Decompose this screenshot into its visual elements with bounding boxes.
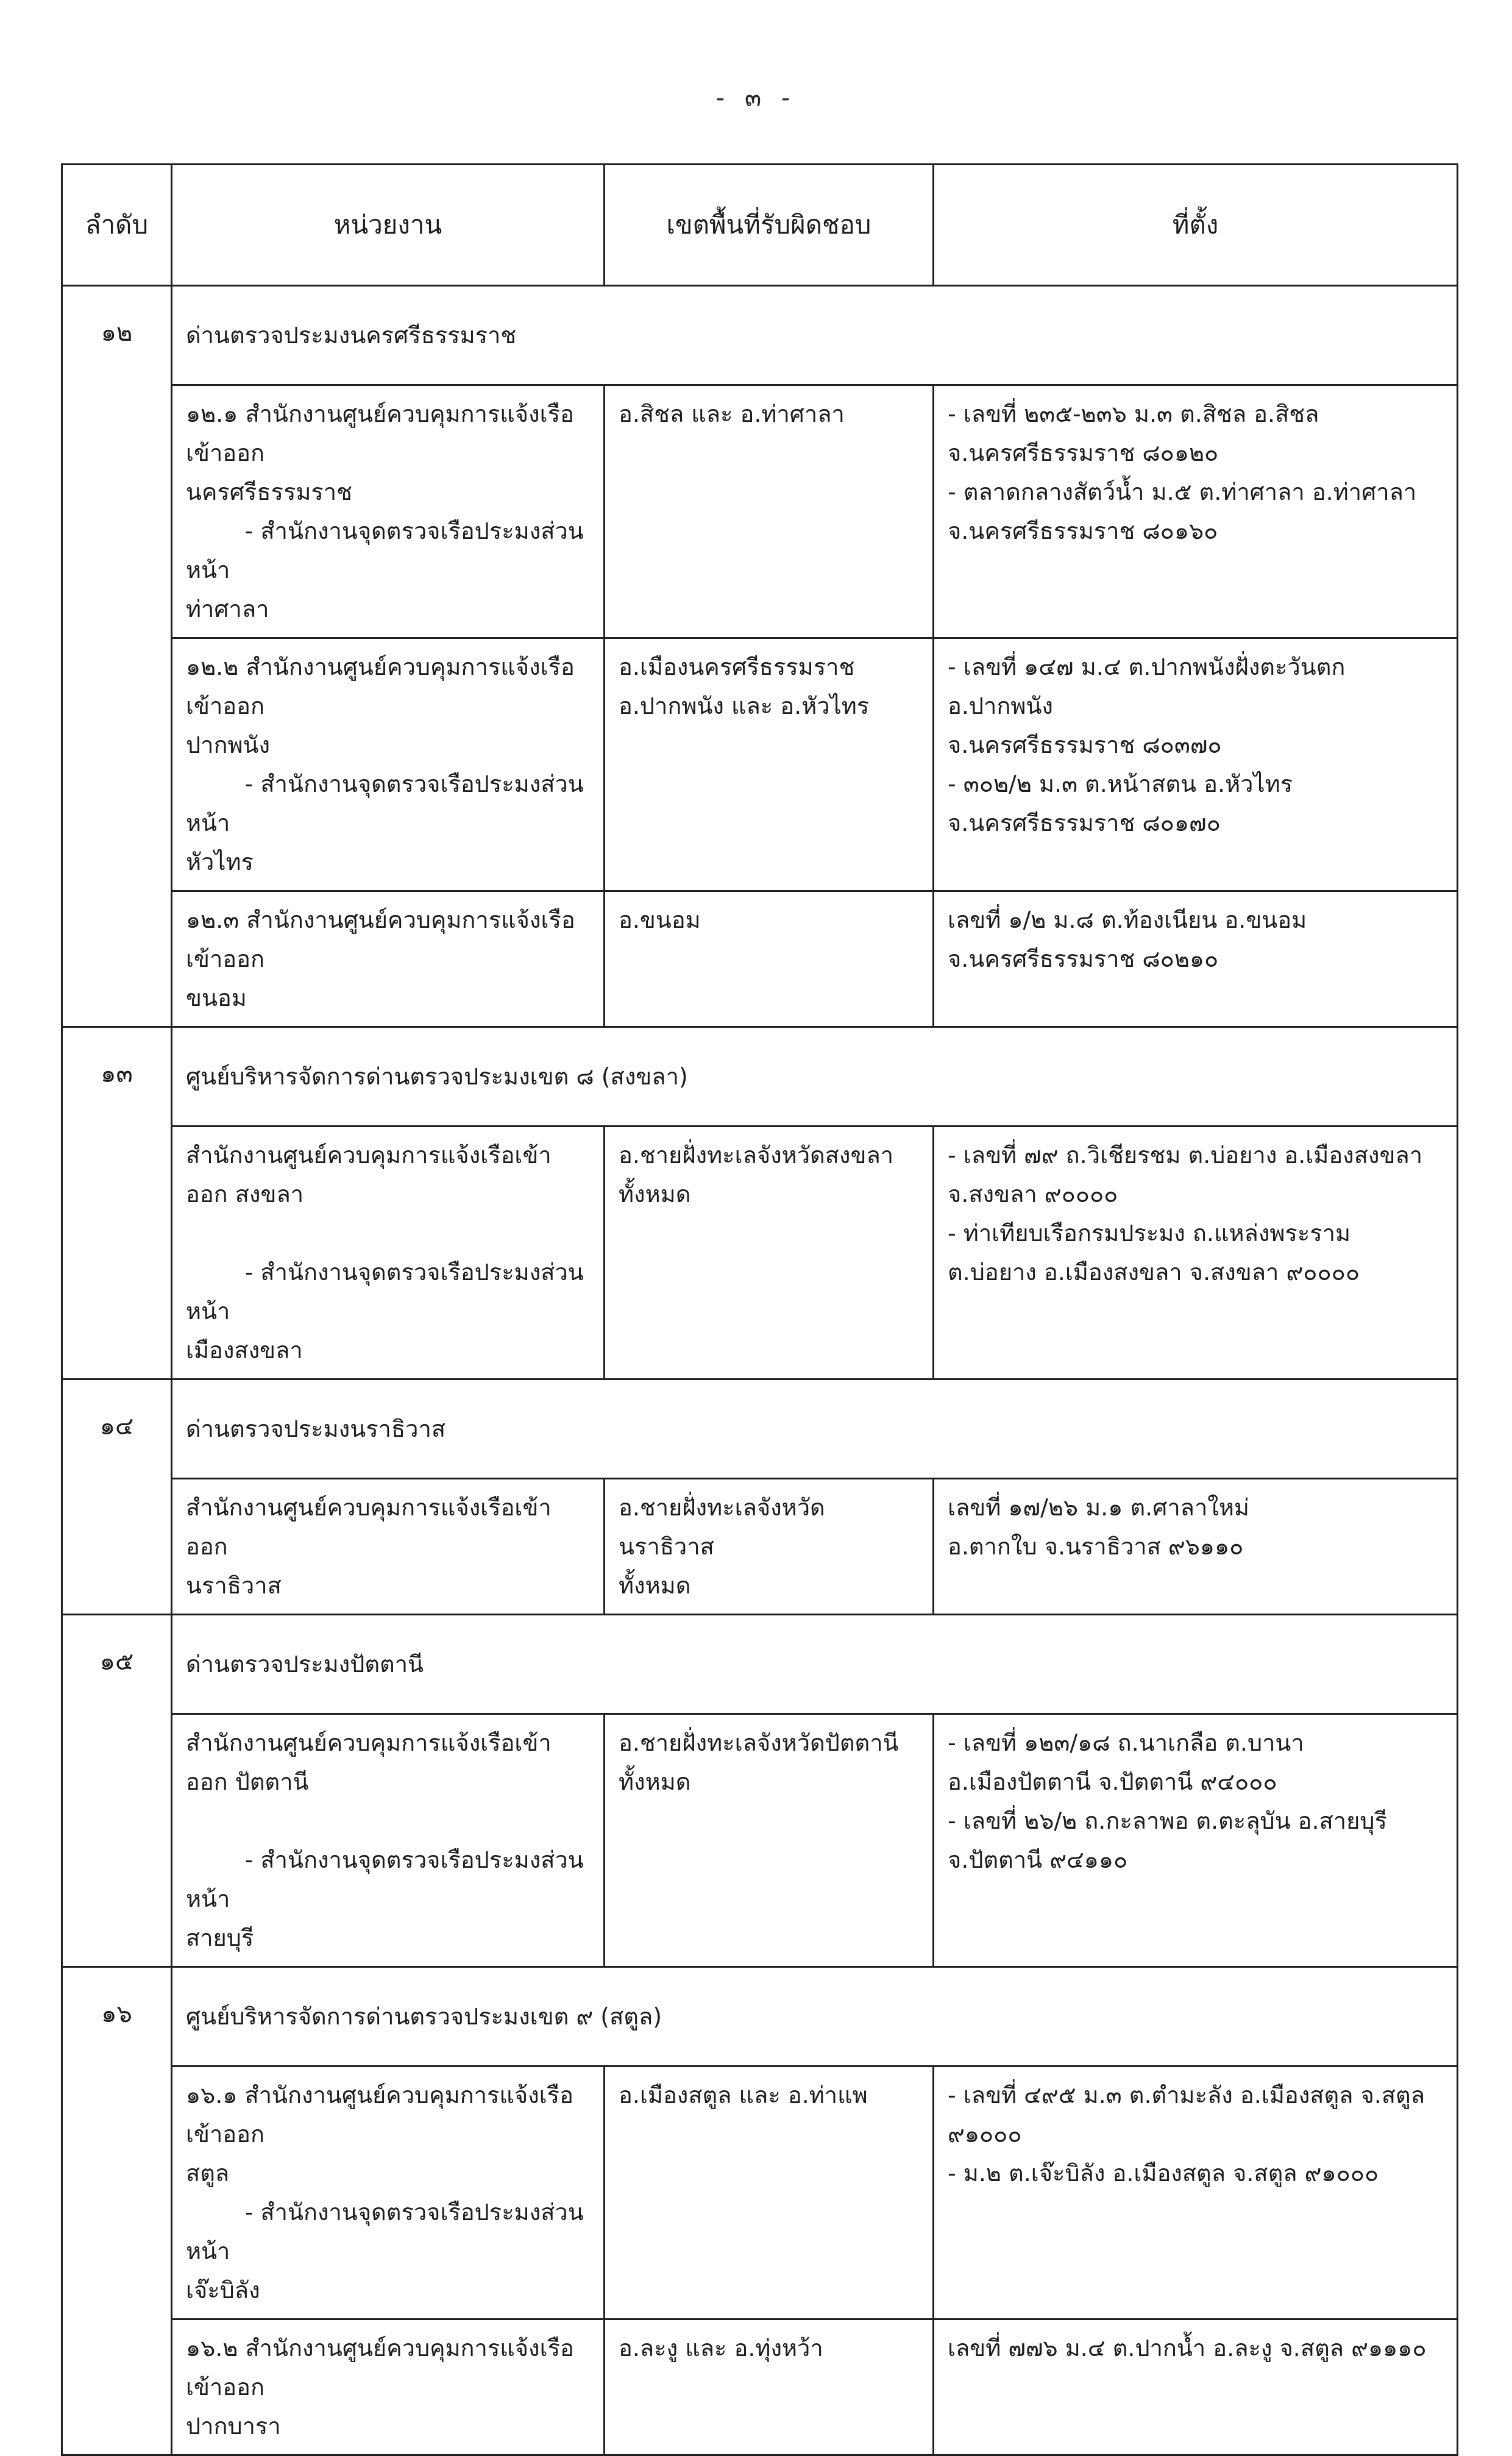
section-group-row bbox=[62, 1027, 1458, 1127]
header-agency: หน่วยงาน bbox=[172, 165, 605, 286]
fishing-port-inspection-table bbox=[61, 163, 1458, 2456]
location-cell: - เลขที่ ๒๓๕-๒๓๖ ม.๓ ต.สิชล อ.สิชล จ.นครศรีธรรมราช ๘๐๑๒๐ - ตลาดกลางสัตว์น้ำ ม.๕ ต.ท่าศาลา อ.ท่าศาลา จ.นครศรีธรรมราช ๘๐๑๖๐ bbox=[934, 385, 1458, 638]
table-row bbox=[62, 1479, 1458, 1615]
section-group-row bbox=[62, 1379, 1458, 1479]
area-cell: อ.เมืองนครศรีธรรมราช อ.ปากพนัง และ อ.หัวไทร bbox=[605, 638, 934, 891]
location-cell: - เลขที่ ๑๔๗ ม.๔ ต.ปากพนังฝั่งตะวันตก อ.ปากพนัง จ.นครศรีธรรมราช ๘๐๓๗๐ - ๓๐๒/๒ ม.๓ ต.หน้าสตน อ.หัวไทร จ.นครศรีธรรมราช ๘๐๑๗๐ bbox=[934, 638, 1458, 891]
header-no: ลำดับ bbox=[62, 165, 172, 286]
table-row bbox=[62, 1127, 1458, 1379]
section-group-row bbox=[62, 286, 1458, 385]
area-cell: อ.เมืองสตูล และ อ.ท่าแพ bbox=[605, 2066, 934, 2319]
location-cell: - เลขที่ ๗๙ ถ.วิเชียรชม ต.บ่อยาง อ.เมืองสงขลา จ.สงขลา ๙๐๐๐๐ - ท่าเทียบเรือกรมประมง ถ.แหล่งพระราม ต.บ่อยาง อ.เมืองสงขลา จ.สงขลา ๙๐๐๐๐ bbox=[934, 1127, 1458, 1379]
table-row bbox=[62, 1714, 1458, 1967]
header-area: เขตพื้นที่รับผิดชอบ bbox=[605, 165, 934, 286]
agency-cell: ๑๖.๒ สำนักงานศูนย์ควบคุมการแจ้งเรือเข้าออก ปากบารา bbox=[172, 2319, 605, 2455]
location-cell: เลขที่ ๑๗/๒๖ ม.๑ ต.ศาลาใหม่ อ.ตากใบ จ.นราธิวาส ๙๖๑๑๐ bbox=[934, 1479, 1458, 1615]
area-cell: อ.ชายฝั่งทะเลจังหวัดสงขลา ทั้งหมด bbox=[605, 1127, 934, 1379]
table-row bbox=[62, 2319, 1458, 2455]
area-cell: อ.ละงู และ อ.ทุ่งหว้า bbox=[605, 2319, 934, 2455]
section-group-title: ศูนย์บริหารจัดการด่านตรวจประมงเขต ๙ (สตูล) bbox=[172, 1967, 1458, 2066]
section-number: ๑๔ bbox=[62, 1379, 172, 1615]
section-number: ๑๒ bbox=[62, 286, 172, 1027]
section-group-title: ด่านตรวจประมงนครศรีธรรมราช bbox=[172, 286, 1458, 385]
location-cell: - เลขที่ ๑๒๓/๑๘ ถ.นาเกลือ ต.บานา อ.เมืองปัตตานี จ.ปัตตานี ๙๔๐๐๐ - เลขที่ ๒๖/๒ ถ.กะลาพอ ต.ตะลุบัน อ.สายบุรี จ.ปัตตานี ๙๔๑๑๐ bbox=[934, 1714, 1458, 1967]
agency-cell: สำนักงานศูนย์ควบคุมการแจ้งเรือเข้าออก ปัตตานี - สำนักงานจุดตรวจเรือประมงส่วนหน้า สายบุรี bbox=[172, 1714, 605, 1967]
table-body bbox=[62, 286, 1458, 2455]
page-number: - ๓ - bbox=[715, 84, 797, 112]
section-number: ๑๓ bbox=[62, 1027, 172, 1379]
agency-cell: ๑๒.๓ สำนักงานศูนย์ควบคุมการแจ้งเรือเข้าออก ขนอม bbox=[172, 891, 605, 1027]
header-location: ที่ตั้ง bbox=[934, 165, 1458, 286]
agency-cell: สำนักงานศูนย์ควบคุมการแจ้งเรือเข้าออก สงขลา - สำนักงานจุดตรวจเรือประมงส่วนหน้า เมืองสงขลา bbox=[172, 1127, 605, 1379]
agency-cell: ๑๖.๑ สำนักงานศูนย์ควบคุมการแจ้งเรือเข้าออก สตูล - สำนักงานจุดตรวจเรือประมงส่วนหน้า เจ๊ะบิลัง bbox=[172, 2066, 605, 2319]
header-row bbox=[62, 165, 1458, 286]
area-cell: อ.ขนอม bbox=[605, 891, 934, 1027]
section-group-title: ศูนย์บริหารจัดการด่านตรวจประมงเขต ๘ (สงขลา) bbox=[172, 1027, 1458, 1127]
section-group-row bbox=[62, 1615, 1458, 1714]
agency-cell: สำนักงานศูนย์ควบคุมการแจ้งเรือเข้าออก นราธิวาส bbox=[172, 1479, 605, 1615]
table-row bbox=[62, 2066, 1458, 2319]
agency-cell: ๑๒.๒ สำนักงานศูนย์ควบคุมการแจ้งเรือเข้าออก ปากพนัง - สำนักงานจุดตรวจเรือประมงส่วนหน้า หัวไทร bbox=[172, 638, 605, 891]
table-header bbox=[62, 165, 1458, 286]
agency-cell: ๑๒.๑ สำนักงานศูนย์ควบคุมการแจ้งเรือเข้าออก นครศรีธรรมราช - สำนักงานจุดตรวจเรือประมงส่วนหน้า ท่าศาลา bbox=[172, 385, 605, 638]
location-cell: เลขที่ ๗๗๖ ม.๔ ต.ปากน้ำ อ.ละงู จ.สตูล ๙๑๑๑๐ bbox=[934, 2319, 1458, 2455]
area-cell: อ.ชายฝั่งทะเลจังหวัดปัตตานี ทั้งหมด bbox=[605, 1714, 934, 1967]
section-group-row bbox=[62, 1967, 1458, 2066]
location-cell: - เลขที่ ๔๙๕ ม.๓ ต.ตำมะลัง อ.เมืองสตูล จ.สตูล ๙๑๐๐๐ - ม.๒ ต.เจ๊ะบิลัง อ.เมืองสตูล จ.สตูล ๙๑๐๐๐ bbox=[934, 2066, 1458, 2319]
location-cell: เลขที่ ๑/๒ ม.๘ ต.ท้องเนียน อ.ขนอม จ.นครศรีธรรมราช ๘๐๒๑๐ bbox=[934, 891, 1458, 1027]
section-number: ๑๖ bbox=[62, 1967, 172, 2455]
section-group-title: ด่านตรวจประมงปัตตานี bbox=[172, 1615, 1458, 1714]
table-row bbox=[62, 891, 1458, 1027]
area-cell: อ.สิชล และ อ.ท่าศาลา bbox=[605, 385, 934, 638]
section-number: ๑๕ bbox=[62, 1615, 172, 1967]
table-row bbox=[62, 385, 1458, 638]
area-cell: อ.ชายฝั่งทะเลจังหวัดนราธิวาส ทั้งหมด bbox=[605, 1479, 934, 1615]
section-group-title: ด่านตรวจประมงนราธิวาส bbox=[172, 1379, 1458, 1479]
table-row bbox=[62, 638, 1458, 891]
